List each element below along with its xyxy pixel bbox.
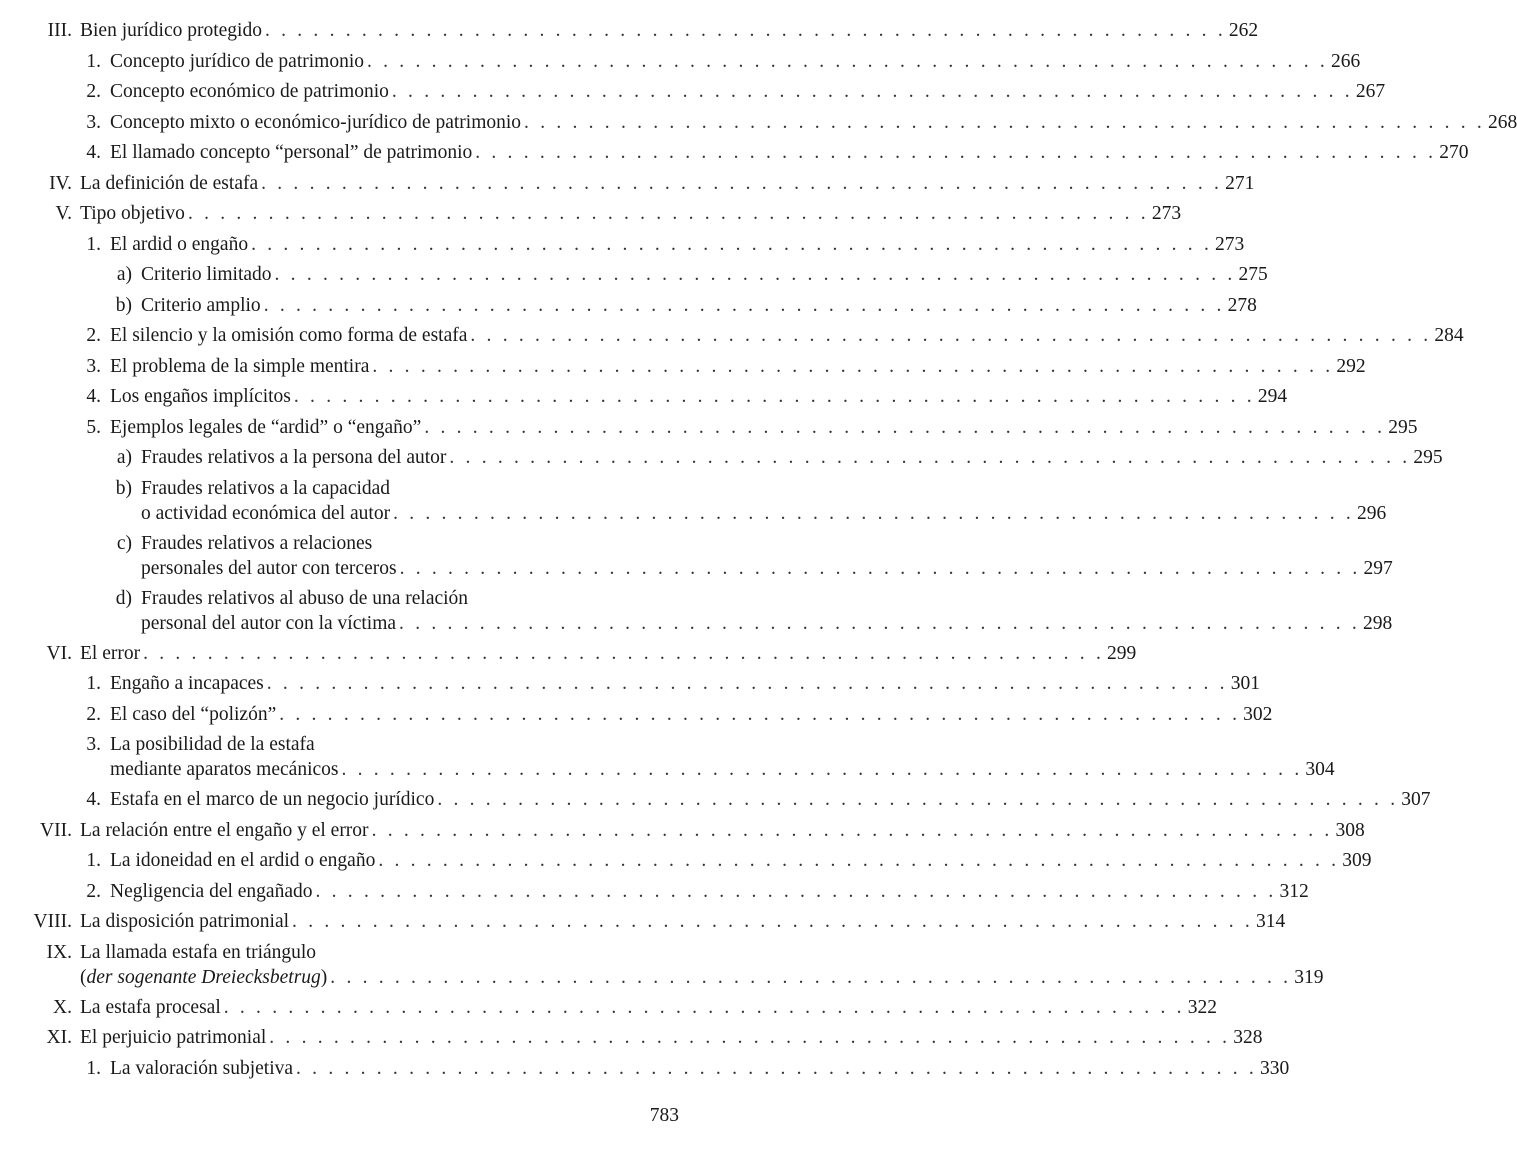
dot-leader: . . . . . . . . . . . . . . . . . . . . . . . . . . . . . . . . . . . . . . . . . . . . . . . . . . . . . . . . . . . . xyxy=(261,172,1223,194)
title-suffix: ) xyxy=(320,966,328,988)
toc-entry-number: VI. xyxy=(46,642,72,664)
toc-entry[interactable] xyxy=(0,1054,1290,1085)
toc-entry[interactable] xyxy=(0,669,1260,700)
toc-entry-title: La valoración subjetiva xyxy=(110,1057,294,1079)
toc-entry-page: 299 xyxy=(1107,642,1137,664)
toc-entry[interactable] xyxy=(0,639,1137,670)
toc-entry-page: 273 xyxy=(1215,233,1245,255)
table-of-contents xyxy=(0,16,1517,1084)
toc-entry-page: 328 xyxy=(1233,1027,1263,1048)
dot-leader: . . . . . . . . . . . . . . . . . . . . . . . . . . . . . . . . . . . . . . . . . . . . . . . . . . . . . . . . . . . . xyxy=(449,447,1411,468)
toc-entry-page: 295 xyxy=(1388,416,1418,438)
toc-entry-title: Concepto mixto o económico-jurídico de patrimonio xyxy=(110,111,522,133)
toc-entry-page: 319 xyxy=(1294,966,1324,988)
toc-entry-title: El perjuicio patrimonial xyxy=(80,1027,267,1048)
toc-entry-title: El error xyxy=(80,642,141,664)
toc-entry-page: 297 xyxy=(1363,557,1393,579)
toc-entry[interactable] xyxy=(0,260,1268,291)
toc-entry-number: b) xyxy=(115,294,132,316)
toc-entry-number: 2. xyxy=(86,325,101,346)
toc-entry-page: 294 xyxy=(1257,386,1288,407)
toc-entry-title: El problema de la simple mentira xyxy=(110,355,370,377)
toc-entry-page: 271 xyxy=(1225,172,1255,194)
toc-entry-title: La llamada estafa en triángulo xyxy=(80,941,317,963)
dot-leader: . . . . . . . . . . . . . . . . . . . . . . . . . . . . . . . . . . . . . . . . . . . . . . . . . . . . . . . . . . . . xyxy=(341,759,1303,780)
dot-leader: . . . . . . . . . . . . . . . . . . . . . . . . . . . . . . . . . . . . . . . . . . . . . . . . . . . . . . . . . . . . xyxy=(367,50,1328,72)
toc-entry-number: 3. xyxy=(86,734,101,755)
toc-entry-number: d) xyxy=(115,587,132,609)
toc-entry[interactable] xyxy=(0,730,1335,785)
toc-entry[interactable] xyxy=(0,169,1255,200)
toc-entry-title: La posibilidad de la estafa xyxy=(110,734,315,755)
dot-leader: . . . . . . . . . . . . . . . . . . . . . . . . . . . . . . . . . . . . . . . . . . . . . . . . . . . . . . . . . . . . xyxy=(470,325,1432,346)
toc-entry-number: 4. xyxy=(86,142,101,163)
toc-entry-page: 309 xyxy=(1342,850,1372,871)
toc-entry-title: La idoneidad en el ardid o engaño xyxy=(110,850,376,871)
page-number: 783 xyxy=(649,1105,679,1126)
toc-entry[interactable] xyxy=(0,474,1387,529)
dot-leader: . . . . . . . . . . . . . . . . . . . . . . . . . . . . . . . . . . . . . . . . . . . . . . . . . . . . . . . . . . . . xyxy=(292,911,1253,932)
toc-entry-title: La definición de estafa xyxy=(80,172,259,194)
toc-entry-number: X. xyxy=(53,996,72,1018)
toc-entry[interactable] xyxy=(0,700,1273,731)
toc-entry[interactable] xyxy=(0,16,1259,47)
toc-entry-title: personales del autor con terceros xyxy=(141,557,397,579)
toc-entry-number: 1. xyxy=(86,673,101,694)
toc-entry-title: El caso del “polizón” xyxy=(110,703,277,725)
toc-entry-title: Estafa en el marco de un negocio jurídico xyxy=(110,789,435,810)
toc-entry-title: Criterio amplio xyxy=(141,294,261,316)
toc-entry-page: 330 xyxy=(1259,1057,1290,1079)
toc-entry[interactable] xyxy=(0,877,1309,908)
toc-entry-title: Los engaños implícitos xyxy=(110,386,291,407)
toc-entry[interactable] xyxy=(0,108,1517,139)
toc-entry-number: 3. xyxy=(86,111,101,133)
toc-entry-page: 284 xyxy=(1434,325,1464,346)
toc-entry-number: 2. xyxy=(86,703,101,725)
dot-leader: . . . . . . . . . . . . . . . . . . . . . . . . . . . . . . . . . . . . . . . . . . . . . . . . . . . . . . . . . . . . xyxy=(399,612,1360,634)
toc-entry[interactable] xyxy=(0,785,1431,816)
toc-entry-number: VIII. xyxy=(33,911,72,932)
toc-entry-number: b) xyxy=(115,477,132,499)
toc-entry-page: 268 xyxy=(1487,111,1517,133)
toc-entry[interactable] xyxy=(0,443,1443,474)
dot-leader: . . . . . . . . . . . . . . . . . . . . . . . . . . . . . . . . . . . . . . . . . . . . . . . . . . . . . . . . . . . . xyxy=(437,789,1399,810)
dot-leader: . . . . . . . . . . . . . . . . . . . . . . . . . . . . . . . . . . . . . . . . . . . . . . . . . . . . . . . . . . . . xyxy=(391,81,1353,102)
toc-entry-page: 312 xyxy=(1279,880,1309,902)
toc-entry[interactable] xyxy=(0,413,1418,444)
toc-entry-page: 275 xyxy=(1238,264,1268,285)
toc-entry[interactable] xyxy=(0,291,1257,322)
toc-entry-title: El ardid o engaño xyxy=(110,233,249,255)
dot-leader: . . . . . . . . . . . . . . . . . . . . . . . . . . . . . . . . . . . . . . . . . . . . . . . . . . . . . . . . . . . . xyxy=(279,703,1241,725)
dot-leader: . . . . . . . . . . . . . . . . . . . . . . . . . . . . . . . . . . . . . . . . . . . . . . . . . . . . . . . . . . . . xyxy=(264,20,1226,41)
toc-entry-number: 1. xyxy=(86,1057,101,1079)
toc-entry-number: 1. xyxy=(86,50,101,72)
toc-entry[interactable] xyxy=(0,907,1286,938)
toc-entry-page: 301 xyxy=(1230,673,1260,694)
toc-entry[interactable] xyxy=(0,938,1324,993)
toc-entry-number: XI. xyxy=(46,1027,72,1048)
toc-entry[interactable] xyxy=(0,138,1469,169)
dot-leader: . . . . . . . . . . . . . . . . . . . . . . . . . . . . . . . . . . . . . . . . . . . . . . . . . . . . . . . . . . . . xyxy=(143,642,1105,664)
toc-entry-page: 278 xyxy=(1227,294,1257,316)
toc-entry-page: 262 xyxy=(1228,20,1259,41)
toc-entry[interactable] xyxy=(0,529,1393,584)
toc-entry[interactable] xyxy=(0,47,1361,78)
toc-entry-page: 314 xyxy=(1255,911,1286,932)
toc-entry-number: VII. xyxy=(40,819,72,841)
dot-leader: . . . . . . . . . . . . . . . . . . . . . . . . . . . . . . . . . . . . . . . . . . . . . . . . . . . . . . . . . . . . xyxy=(399,557,1361,579)
dot-leader: . . . . . . . . . . . . . . . . . . . . . . . . . . . . . . . . . . . . . . . . . . . . . . . . . . . . . . . . . . . . xyxy=(475,142,1437,163)
toc-entry-title: Fraudes relativos al abuso de una relación xyxy=(141,587,469,609)
toc-entry-number: 4. xyxy=(86,386,101,407)
toc-entry-title: Bien jurídico protegido xyxy=(80,20,262,41)
toc-entry-title: Engaño a incapaces xyxy=(110,673,264,694)
toc-entry-page: 267 xyxy=(1355,81,1386,102)
toc-entry-page: 304 xyxy=(1305,759,1335,780)
toc-entry-title: mediante aparatos mecánicos xyxy=(110,759,339,780)
toc-entry-title: Concepto jurídico de patrimonio xyxy=(110,50,364,72)
toc-entry-page: 298 xyxy=(1362,612,1393,634)
toc-entry-title: personal del autor con la víctima xyxy=(141,612,397,634)
dot-leader: . . . . . . . . . . . . . . . . . . . . . . . . . . . . . . . . . . . . . . . . . . . . . . . . . . . . . . . . . . . . xyxy=(378,850,1340,871)
toc-entry-page: 266 xyxy=(1330,50,1361,72)
toc-entry-number: 3. xyxy=(86,355,101,377)
toc-entry-page: 295 xyxy=(1413,447,1443,468)
toc-entry-page: 308 xyxy=(1335,819,1365,841)
toc-entry-number: 1. xyxy=(86,850,101,871)
toc-entry-title: La disposición patrimonial xyxy=(80,911,290,932)
toc-entry-title: Criterio limitado xyxy=(141,264,272,285)
toc-entry-page: 302 xyxy=(1243,703,1273,725)
dot-leader: . . . . . . . . . . . . . . . . . . . . . . . . . . . . . . . . . . . . . . . . . . . . . . . . . . . . . . . . . . . . xyxy=(251,233,1213,255)
toc-entry-number: a) xyxy=(116,447,132,468)
toc-entry[interactable] xyxy=(0,230,1245,261)
toc-entry-number: IV. xyxy=(49,172,72,194)
toc-entry[interactable] xyxy=(0,77,1386,108)
dot-leader: . . . . . . . . . . . . . . . . . . . . . . . . . . . . . . . . . . . . . . . . . . . . . . . . . . . . . . . . . . . . xyxy=(371,819,1333,841)
title-italic: der sogenante Dreiecksbetrug xyxy=(86,966,321,988)
toc-entry-title: Ejemplos legales de “ardid” o “engaño” xyxy=(110,416,422,438)
toc-entry-number: V. xyxy=(55,203,72,224)
dot-leader: . . . . . . . . . . . . . . . . . . . . . . . . . . . . . . . . . . . . . . . . . . . . . . . . . . . . . . . . . . . . xyxy=(269,1027,1231,1048)
dot-leader: . . . . . . . . . . . . . . . . . . . . . . . . . . . . . . . . . . . . . . . . . . . . . . . . . . . . . . . . . . . . xyxy=(293,386,1255,407)
toc-entry-title: La estafa procesal xyxy=(80,996,221,1018)
toc-entry-number: 2. xyxy=(86,880,101,902)
dot-leader: . . . . . . . . . . . . . . . . . . . . . . . . . . . . . . . . . . . . . . . . . . . . . . . . . . . . . . . . . . . . xyxy=(263,294,1225,316)
toc-entry[interactable] xyxy=(0,816,1365,847)
toc-entry[interactable] xyxy=(0,993,1217,1024)
toc-entry-title: Negligencia del engañado xyxy=(110,880,313,902)
dot-leader: . . . . . . . . . . . . . . . . . . . . . . . . . . . . . . . . . . . . . . . . . . . . . . . . . . . . . . . . . . . . xyxy=(274,264,1236,285)
toc-entry-title: o actividad económica del autor xyxy=(141,502,391,524)
toc-entry-title: Fraudes relativos a relaciones xyxy=(141,532,373,554)
toc-entry[interactable] xyxy=(0,352,1366,383)
dot-leader: . . . . . . . . . . . . . . . . . . . . . . . . . . . . . . . . . . . . . . . . . . . . . . . . . . . . . . . . . . . . xyxy=(393,502,1355,524)
title-prefix: ( xyxy=(80,966,87,988)
toc-entry-page: 322 xyxy=(1187,996,1217,1018)
toc-entry[interactable] xyxy=(0,321,1464,352)
toc-entry-number: 5. xyxy=(86,416,101,438)
toc-entry-number: 4. xyxy=(86,789,101,810)
toc-entry-title: Tipo objetivo xyxy=(80,203,185,224)
toc-entry-title: La relación entre el engaño y el error xyxy=(80,819,369,841)
dot-leader: . . . . . . . . . . . . . . . . . . . . . . . . . . . . . . . . . . . . . . . . . . . . . . . . . . . . . . . . . . . . xyxy=(424,416,1386,438)
toc-entry[interactable] xyxy=(0,199,1182,230)
toc-entry-title: El silencio y la omisión como forma de estafa xyxy=(110,325,468,346)
toc-entry-page: 307 xyxy=(1401,789,1431,810)
toc-entry[interactable] xyxy=(0,1023,1263,1054)
toc-entry-page: 270 xyxy=(1439,142,1469,163)
dot-leader: . . . . . . . . . . . . . . . . . . . . . . . . . . . . . . . . . . . . . . . . . . . . . . . . . . . . . . . . . . . . xyxy=(330,966,1292,988)
toc-entry-page: 292 xyxy=(1336,355,1366,377)
dot-leader: . . . . . . . . . . . . . . . . . . . . . . . . . . . . . . . . . . . . . . . . . . . . . . . . . . . . . . . . . . . . xyxy=(223,996,1185,1018)
toc-entry-title: El llamado concepto “personal” de patrimonio xyxy=(110,142,473,163)
toc-entry-number: III. xyxy=(47,20,72,41)
toc-entry-number: 2. xyxy=(86,81,101,102)
toc-entry-title: Fraudes relativos a la persona del autor xyxy=(141,447,447,468)
toc-entry[interactable] xyxy=(0,846,1372,877)
dot-leader: . . . . . . . . . . . . . . . . . . . . . . . . . . . . . . . . . . . . . . . . . . . . . . . . . . . . . . . . . . . . xyxy=(266,673,1228,694)
toc-entry-title: Fraudes relativos a la capacidad xyxy=(141,477,391,499)
dot-leader: . . . . . . . . . . . . . . . . . . . . . . . . . . . . . . . . . . . . . . . . . . . . . . . . . . . . . . . . . . . . xyxy=(315,880,1277,902)
toc-entry-number: IX. xyxy=(46,941,72,963)
toc-entry-page: 273 xyxy=(1151,203,1182,224)
toc-entry-number: c) xyxy=(116,532,132,554)
toc-entry-title xyxy=(80,965,327,990)
dot-leader: . . . . . . . . . . . . . . . . . . . . . . . . . . . . . . . . . . . . . . . . . . . . . . . . . . . . . . . . . . . . xyxy=(524,111,1485,133)
toc-entry-title: Concepto económico de patrimonio xyxy=(110,81,389,102)
dot-leader: . . . . . . . . . . . . . . . . . . . . . . . . . . . . . . . . . . . . . . . . . . . . . . . . . . . . . . . . . . . . xyxy=(372,355,1334,377)
toc-entry[interactable] xyxy=(0,382,1288,413)
toc-entry-number: 1. xyxy=(86,233,101,255)
toc-entry[interactable] xyxy=(0,584,1393,639)
toc-entry-number: a) xyxy=(116,264,132,285)
toc-entry-page: 296 xyxy=(1357,502,1387,524)
dot-leader: . . . . . . . . . . . . . . . . . . . . . . . . . . . . . . . . . . . . . . . . . . . . . . . . . . . . . . . . . . . . xyxy=(296,1057,1257,1079)
dot-leader: . . . . . . . . . . . . . . . . . . . . . . . . . . . . . . . . . . . . . . . . . . . . . . . . . . . . . . . . . . . . xyxy=(187,203,1149,224)
